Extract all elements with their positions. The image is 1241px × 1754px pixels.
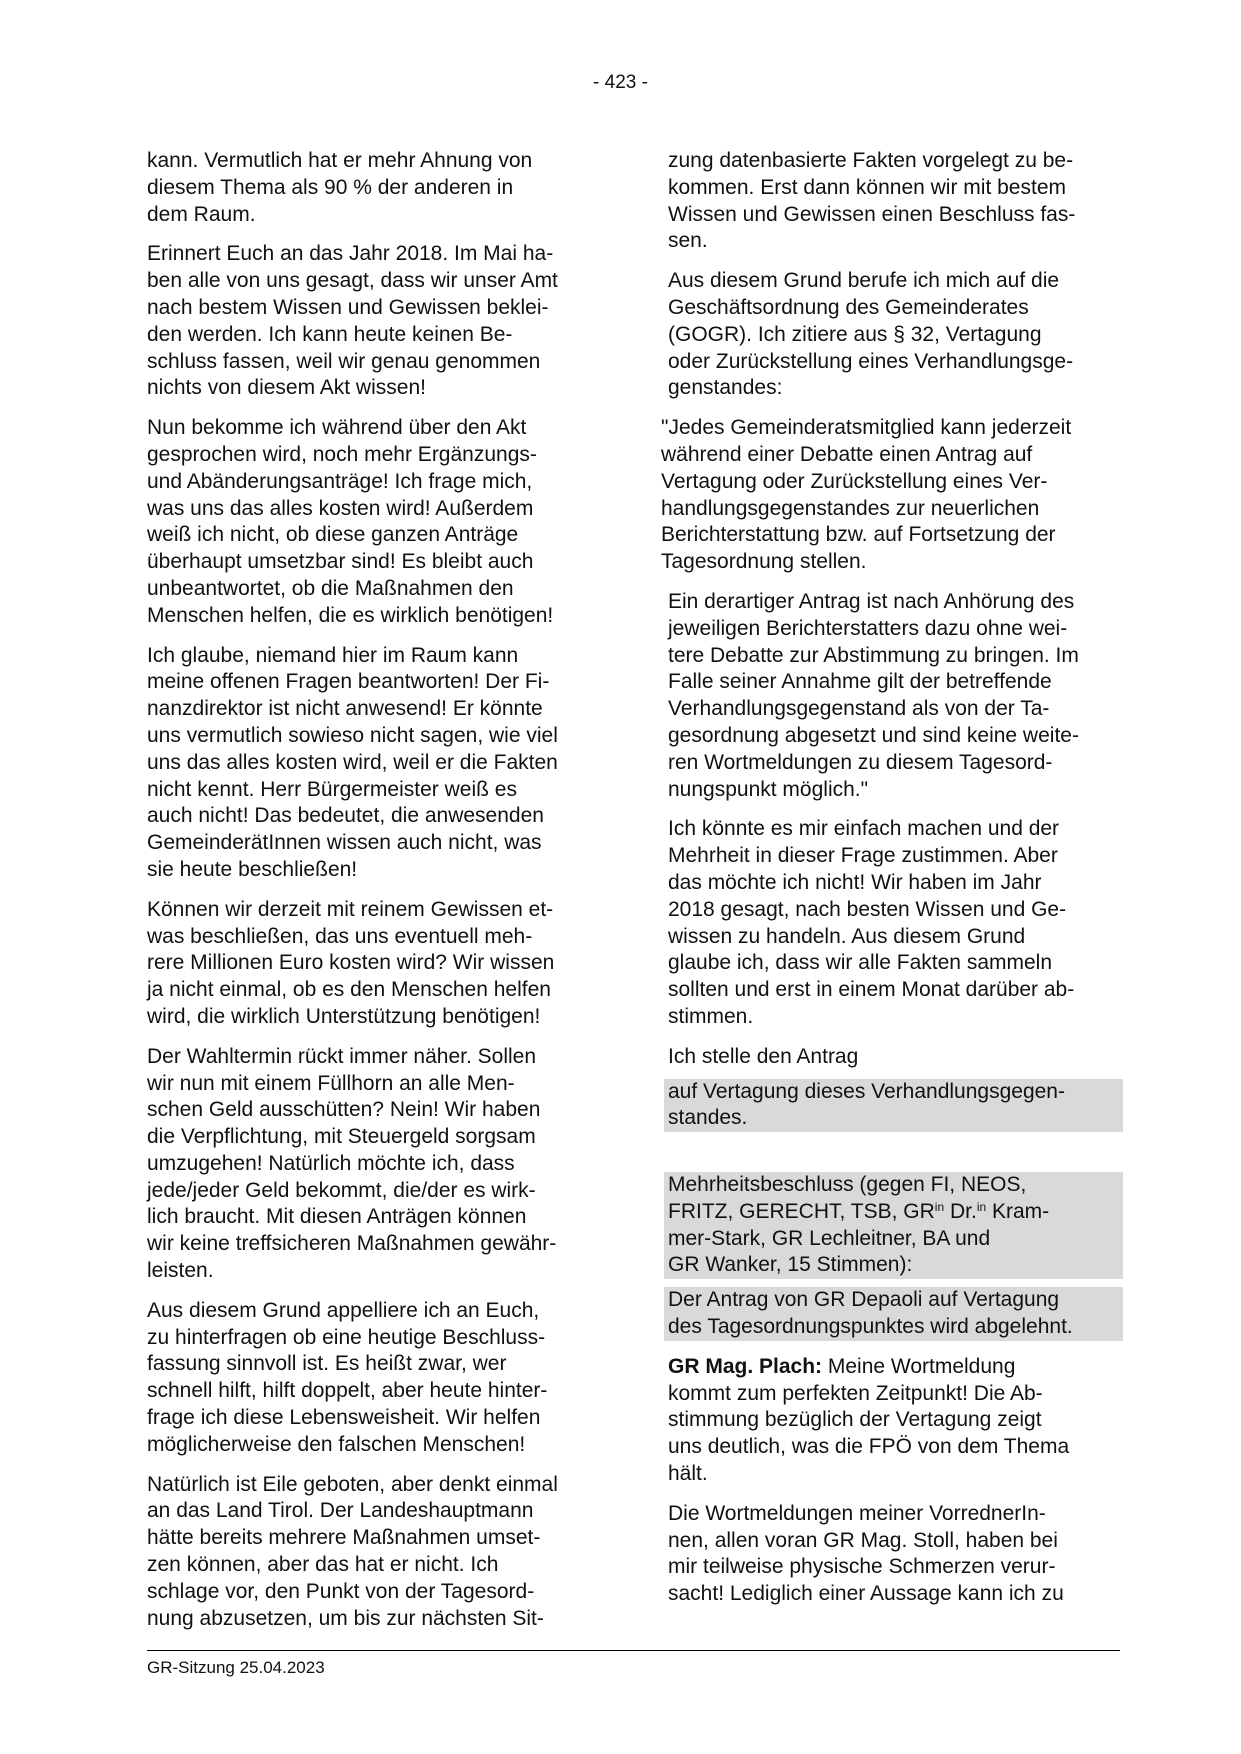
right-column (661, 148, 1120, 1621)
paragraph: Natürlich ist Eile geboten, aber denkt einmal an das Land Tirol. Der Landeshauptmann hätte bereits mehrere Maßnahmen umset- zen können, aber das hat er nicht. Ich schlage vor, den Punkt von der Tagesord- nung abzusetzen, um bis zur nächsten Sit- (147, 1472, 558, 1630)
paragraph: zung datenbasierte Fakten vorgelegt zu be- kommen. Erst dann können wir mit bestem Wissen und Gewissen einen Beschluss fas- sen. (668, 149, 1076, 253)
footer-text: GR-Sitzung 25.04.2023 (147, 1658, 325, 1677)
speaker-text: Meine Wortmeldung kommt zum perfekten Zeitpunkt! Die Ab- stimmung bezüglich der Vertagung zeigt uns deutlich, was die FPÖ von dem Thema hält. (668, 1354, 1070, 1486)
decision-text: Dr. (944, 1199, 977, 1223)
speaker-name: GR Mag. Plach: (668, 1354, 823, 1378)
gogr-quote-continued: Ein derartiger Antrag ist nach Anhörung des jeweiligen Berichterstatters dazu ohne wei- tere Debatte zur Abstimmung zu bringen. Im Falle seiner Annahme gilt der betreffende Verhandlungsgegenstand als von der Ta- gesordnung abgesetzt und sind keine weite- ren Wortmeldungen zu diesem Tagesord- nungspunkt möglich." (668, 589, 1079, 801)
paragraph: Nun bekomme ich während über den Akt gesprochen wird, noch mehr Ergänzungs- und Abänderungsanträge! Ich frage mich, was uns das alles kosten wird! Außerdem weiß ich nicht, ob diese ganzen Anträge überhaupt umsetzbar sind! Es bleibt auch unbeantwortet, ob die Maßnahmen den Menschen helfen, die es wirklich benötigen! (147, 416, 554, 627)
paragraph: Erinnert Euch an das Jahr 2018. Im Mai ha- ben alle von uns gesagt, dass wir unser Amt nach bestem Wissen und Gewissen beklei- den werden. Ich kann heute keinen Be- schluss fassen, weil wir genau genommen nichts von diesem Akt wissen! (147, 242, 558, 400)
paragraph: Die Wortmeldungen meiner VorrednerIn- nen, allen voran GR Mag. Stoll, haben bei mir teilweise physische Schmerzen verur- sacht! Lediglich einer Aussage kann ich zu (668, 1501, 1064, 1606)
superscript: in (976, 1199, 987, 1214)
decision-text: Mehrheitsbeschluss (gegen FI, NEOS, FRITZ, GERECHT, TSB, GR (668, 1173, 1027, 1223)
page-number: - 423 - (593, 72, 648, 93)
gogr-quote: "Jedes Gemeinderatsmitglied kann jederzeit während einer Debatte einen Antrag auf Vertagung oder Zurückstellung eines Ver- handlungsgegenstandes zur neuerlichen Berichterstattung bzw. auf Fortsetzung der Tagesordnung stellen. (661, 416, 1072, 574)
decision-block (664, 1172, 1123, 1279)
paragraph: Ich könnte es mir einfach machen und der Mehrheit in dieser Frage zustimmen. Aber das möchte ich nicht! Wir haben im Jahr 2018 gesagt, nach besten Wissen und Ge- wissen zu handeln. Aus diesem Grund glaube ich, dass wir alle Fakten sammeln sollten und erst in einem Monat darüber ab- stimmen. (668, 817, 1075, 1028)
paragraph: Aus diesem Grund berufe ich mich auf die Geschäftsordnung des Gemeinderates (GOGR). Ich zitiere aus § 32, Vertagung oder Zurückstellung eines Verhandlungsge- genstandes: (668, 269, 1074, 400)
paragraph: kann. Vermutlich hat er mehr Ahnung von diesem Thema als 90 % der anderen in dem Raum. (147, 149, 533, 226)
paragraph: Ich glaube, niemand hier im Raum kann meine offenen Fragen beantworten! Der Fi- nanzdirektor ist nicht anwesend! Er könnte uns vermutlich sowieso nicht sagen, wie viel uns das alles kosten wird, weil er die Fakten nicht kennt. Herr Bürgermeister weiß es auch nicht! Das bedeutet, die anwesenden GemeinderätInnen wissen auch nicht, was sie heute beschließen! (147, 643, 558, 881)
decision-text: Kram- mer-Stark, GR Lechleitner, BA und GR Wanker, 15 Stimmen): (668, 1199, 1050, 1277)
paragraph: Der Wahltermin rückt immer näher. Sollen wir nun mit einem Füllhorn an alle Men- schen Geld ausschütten? Nein! Wir haben die Verpflichtung, mit Steuergeld sorgsam umzugehen! Natürlich möchte ich, dass jede/jeder Geld bekommt, die/der es wirk- lich braucht. Mit diesen Anträgen können wir keine treffsicheren Maßnahmen gewähr- leisten. (147, 1044, 557, 1283)
motion-intro: Ich stelle den Antrag (668, 1044, 859, 1068)
paragraph: Aus diesem Grund appelliere ich an Euch, zu hinterfragen ob eine heutige Beschluss- fassung sinnvoll ist. Es heißt zwar, wer schnell hilft, hilft doppelt, aber heute hinter- frage ich diese Lebensweisheit. Wir helfen möglicherweise den falschen Menschen! (147, 1298, 548, 1456)
paragraph: Können wir derzeit mit reinem Gewissen et- was beschließen, das uns eventuell meh- rere Millionen Euro kosten wird? Wir wissen ja nicht einmal, ob es den Menschen helfen wird, die wirklich Unterstützung benötigen! (147, 897, 555, 1028)
footer-divider (147, 1650, 1120, 1651)
left-column (147, 148, 605, 1645)
speaker-paragraph (668, 1354, 1120, 1488)
motion-text: auf Vertagung dieses Verhandlungsgegen- standes. (664, 1079, 1123, 1133)
superscript: in (934, 1199, 945, 1214)
decision-result: Der Antrag von GR Depaoli auf Vertagung des Tagesordnungspunktes wird abgelehnt. (664, 1287, 1123, 1341)
